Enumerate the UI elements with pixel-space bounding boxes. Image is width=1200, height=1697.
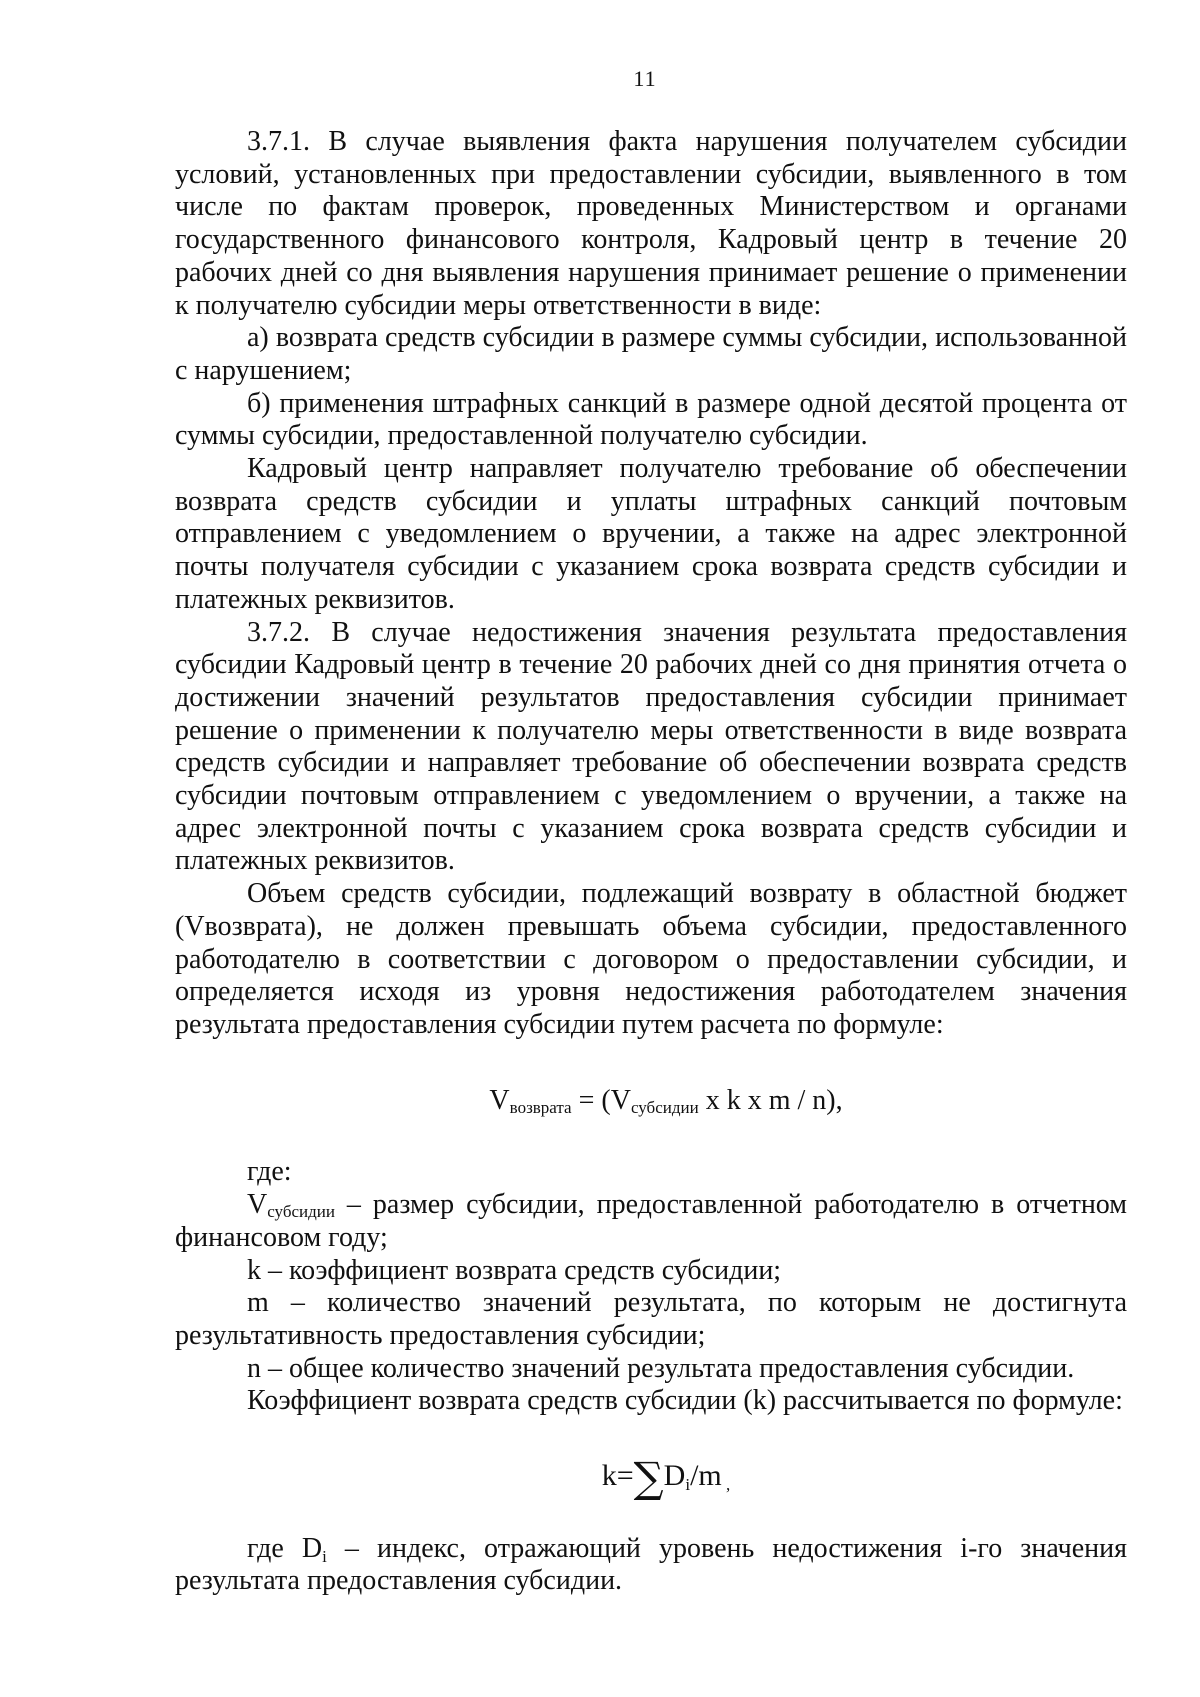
formula-v: V [489,1084,510,1116]
formula-mid: = (V [571,1084,631,1116]
paragraph-3-7-1: 3.7.1. В случае выявления факта нарушения получателем субсидии условий, установленных при предоставлении субсидии, выявленного в том числе по фактам проверок, проведенных Министерством и органами государственного финансового контроля, Кадровый центр в течение 20 рабочих дней со дня выявления нарушения принимает решение о применении к получателю субсидии меры ответственности в виде: [175,126,1127,321]
def-v-text: – размер субсидии, предоставленной работодателю в отчетном финансовом году; [175,1189,1127,1253]
paragraph-volume: Объем средств субсидии, подлежащий возврату в областной бюджет (Vвозврата), не должен превышать объема субсидии, предоставленного работодателю в соответствии с договором о предоставлении субсидии, и определяется исходя из уровня недостижения работодателем значения результата предоставления субсидии путем расчета по формуле: [175,878,1127,1040]
paragraph-3-7-2: 3.7.2. В случае недостижения значения результата предоставления субсидии Кадровый центр в течение 20 рабочих дней со дня принятия отчета о достижении значений результатов предоставления субсидии принимает решение о применении к получателю меры ответственности в виде возврата средств субсидии и направляет требование об обеспечении возврата средств субсидии почтовым отправлением с уведомлением о вручении, а также на адрес электронной почты с указанием срока возврата средств субсидии и платежных реквизитов. [175,616,1127,877]
definition-m: m – количество значений результата, по которым не достигнута результативность предоставления субсидии; [175,1287,1127,1351]
document-body [175,126,1127,1598]
definition-n: n – общее количество значений результата предоставления субсидии. [247,1352,1075,1384]
formula-return-volume [175,1085,1127,1118]
formula-sub-return: возврата [509,1097,572,1117]
formula2-rest: /m [690,1459,722,1493]
final-paragraph [175,1533,1127,1598]
formula2-tail: , [721,1475,731,1495]
definition-k: k – коэффициент возврата средств субсидии; [247,1254,782,1286]
final-prefix: где D [247,1532,323,1564]
def-v-sub: субсидии [267,1202,335,1222]
definition-v [175,1189,1127,1254]
formula2-sub-i: i [685,1475,691,1495]
final-sub-i: i [322,1546,327,1566]
paragraph-item-b: б) применения штрафных санкций в размере одной десятой процента от суммы субсидии, предоставленной получателю субсидии. [175,387,1127,452]
paragraph-item-a: а) возврата средств субсидии в размере суммы субсидии, использованной с нарушением; [175,322,1127,386]
sigma-symbol: ∑ [633,1453,664,1503]
formula-coefficient [175,1453,1127,1503]
formula-sub-subsidy: субсидии [630,1097,699,1117]
formula2-left: k= [601,1459,634,1493]
coefficient-text: Коэффициент возврата средств субсидии (k) рассчитывается по формуле: [247,1385,1123,1417]
where-label: где: [247,1156,292,1188]
formula-rest: x k x m / n), [698,1084,843,1116]
def-v-symbol: V [247,1189,268,1221]
final-text: – индекс, отражающий уровень недостижения i-го значения результата предоставления субсидии. [175,1532,1127,1597]
formula2-d: D [663,1459,686,1493]
page-number: 11 [633,66,657,91]
paragraph-requirement: Кадровый центр направляет получателю требование об обеспечении возврата средств субсидии и уплаты штрафных санкций почтовым отправлением с уведомлением о вручении, а также на адрес электронной почты получателя субсидии с указанием срока возврата средств субсидии и платежных реквизитов. [175,453,1127,615]
